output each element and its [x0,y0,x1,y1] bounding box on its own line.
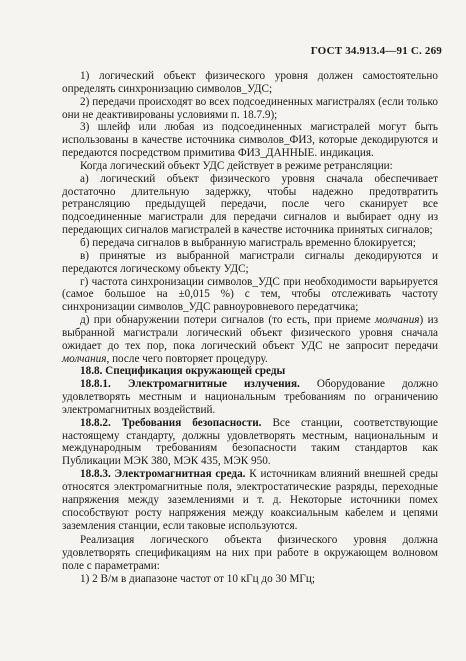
section-18-8-3-heading: 18.8.3. Электромагнитная среда. [80,468,246,481]
relay-item-e-part1: д) при обнаружении потери сигналов (то есть, при приеме [80,314,376,327]
document-body [62,70,438,586]
relay-item-a: а) логический объект физического уровня сначала обеспечивает достаточно длительную задержку, чтобы надежно предотвратить ретрансляцию предыдущей передачи, после чего сканирует все подсоединенные магистрали для передачи сигналов и выбирает одну из передающих сигналов магистралей в качестве источника принятых сигналов; [62,172,438,237]
list-item-3: 3) шлейф или любая из подсоединенных магистралей могут быть использованы в качестве источника символов_ФИЗ, которые декодируются и передаются посредством примитива ФИЗ_ДАННЫЕ. индикация. [62,121,438,160]
section-18-8-title: 18.8. Спецификация окружающей среды [80,365,286,378]
section-18-8-heading [62,365,438,378]
section-18-8-3-text: К источникам влияний внешней среды относятся электромагнитные поля, электростатические разряды, переходные напряжения между заземлениями и т. д. Некоторые источники помех способствуют росту напряжения между коаксиальным кабелем и цепями заземления станции, если таковые используются. [62,468,438,532]
page-header: ГОСТ 34.913.4—91 С. 269 [310,45,442,57]
section-18-8-2-text: Все станции, соответствующие настоящему стандарту, должны удовлетворять местным, национальным и международным требованиям безопасности таким стандартов как Публикации МЭК 380, МЭК 435, МЭК 950. [62,416,439,468]
list-item-1: 1) логический объект физического уровня должен самостоятельно определять синхронизацию символов_УДС; [62,70,438,95]
silence-term: молчания [375,314,420,327]
relay-mode-intro: Когда логический объект УДС действует в режиме ретрансляции: [80,159,393,172]
section-18-8-2-heading: 18.8.2. Требования безопасности. [80,416,262,429]
relay-item-c: в) принятые из выбранной магистрали сигналы декодируются и передаются логическому объекту УДС; [62,249,438,275]
relay-item-d: г) частота синхронизации символов_УДС при необходимости варьируется (самое большое на ±0,015 %) с тем, чтобы отслеживать частоту синхронизации символов_УДС равноуровневого передатчика; [62,275,438,314]
section-18-8-1-heading: 18.8.1. Электромагнитные излучения. [80,378,300,391]
environment-intro: Реализация логического объекта физического уровня должна удовлетворять спецификациям на них при работе в окружающем волновом поле с параметрами: [62,534,438,573]
relay-item-e [62,314,438,365]
list-item-2: 2) передачи происходят во всех подсоединенных магистралях (если только они не деактивированы условиями п. 18.7.9); [62,95,438,121]
relay-item-e-part2: ) из выбранной магистрали логический объект физического уровня сначала ожидает до тех пор, пока логический объект УДС не запросит передачи [62,314,438,352]
section-18-8-1-text: Оборудование должно удовлетворять местным и национальным требованиям по ограничению электромагнитных воздействий. [62,378,438,416]
relay-item-b: б) передача сигналов в выбранную магистраль временно блокируется; [80,236,416,249]
environment-item-1: 1) 2 В/м в диапазоне частот от 10 кГц до 30 МГц; [80,572,315,585]
section-18-8-3 [62,468,438,532]
section-18-8-2 [62,417,438,468]
silence-term: молчания [62,352,107,365]
section-18-8-1 [62,378,438,417]
relay-item-e-part3: , после чего повторяет процедуру. [106,352,268,365]
